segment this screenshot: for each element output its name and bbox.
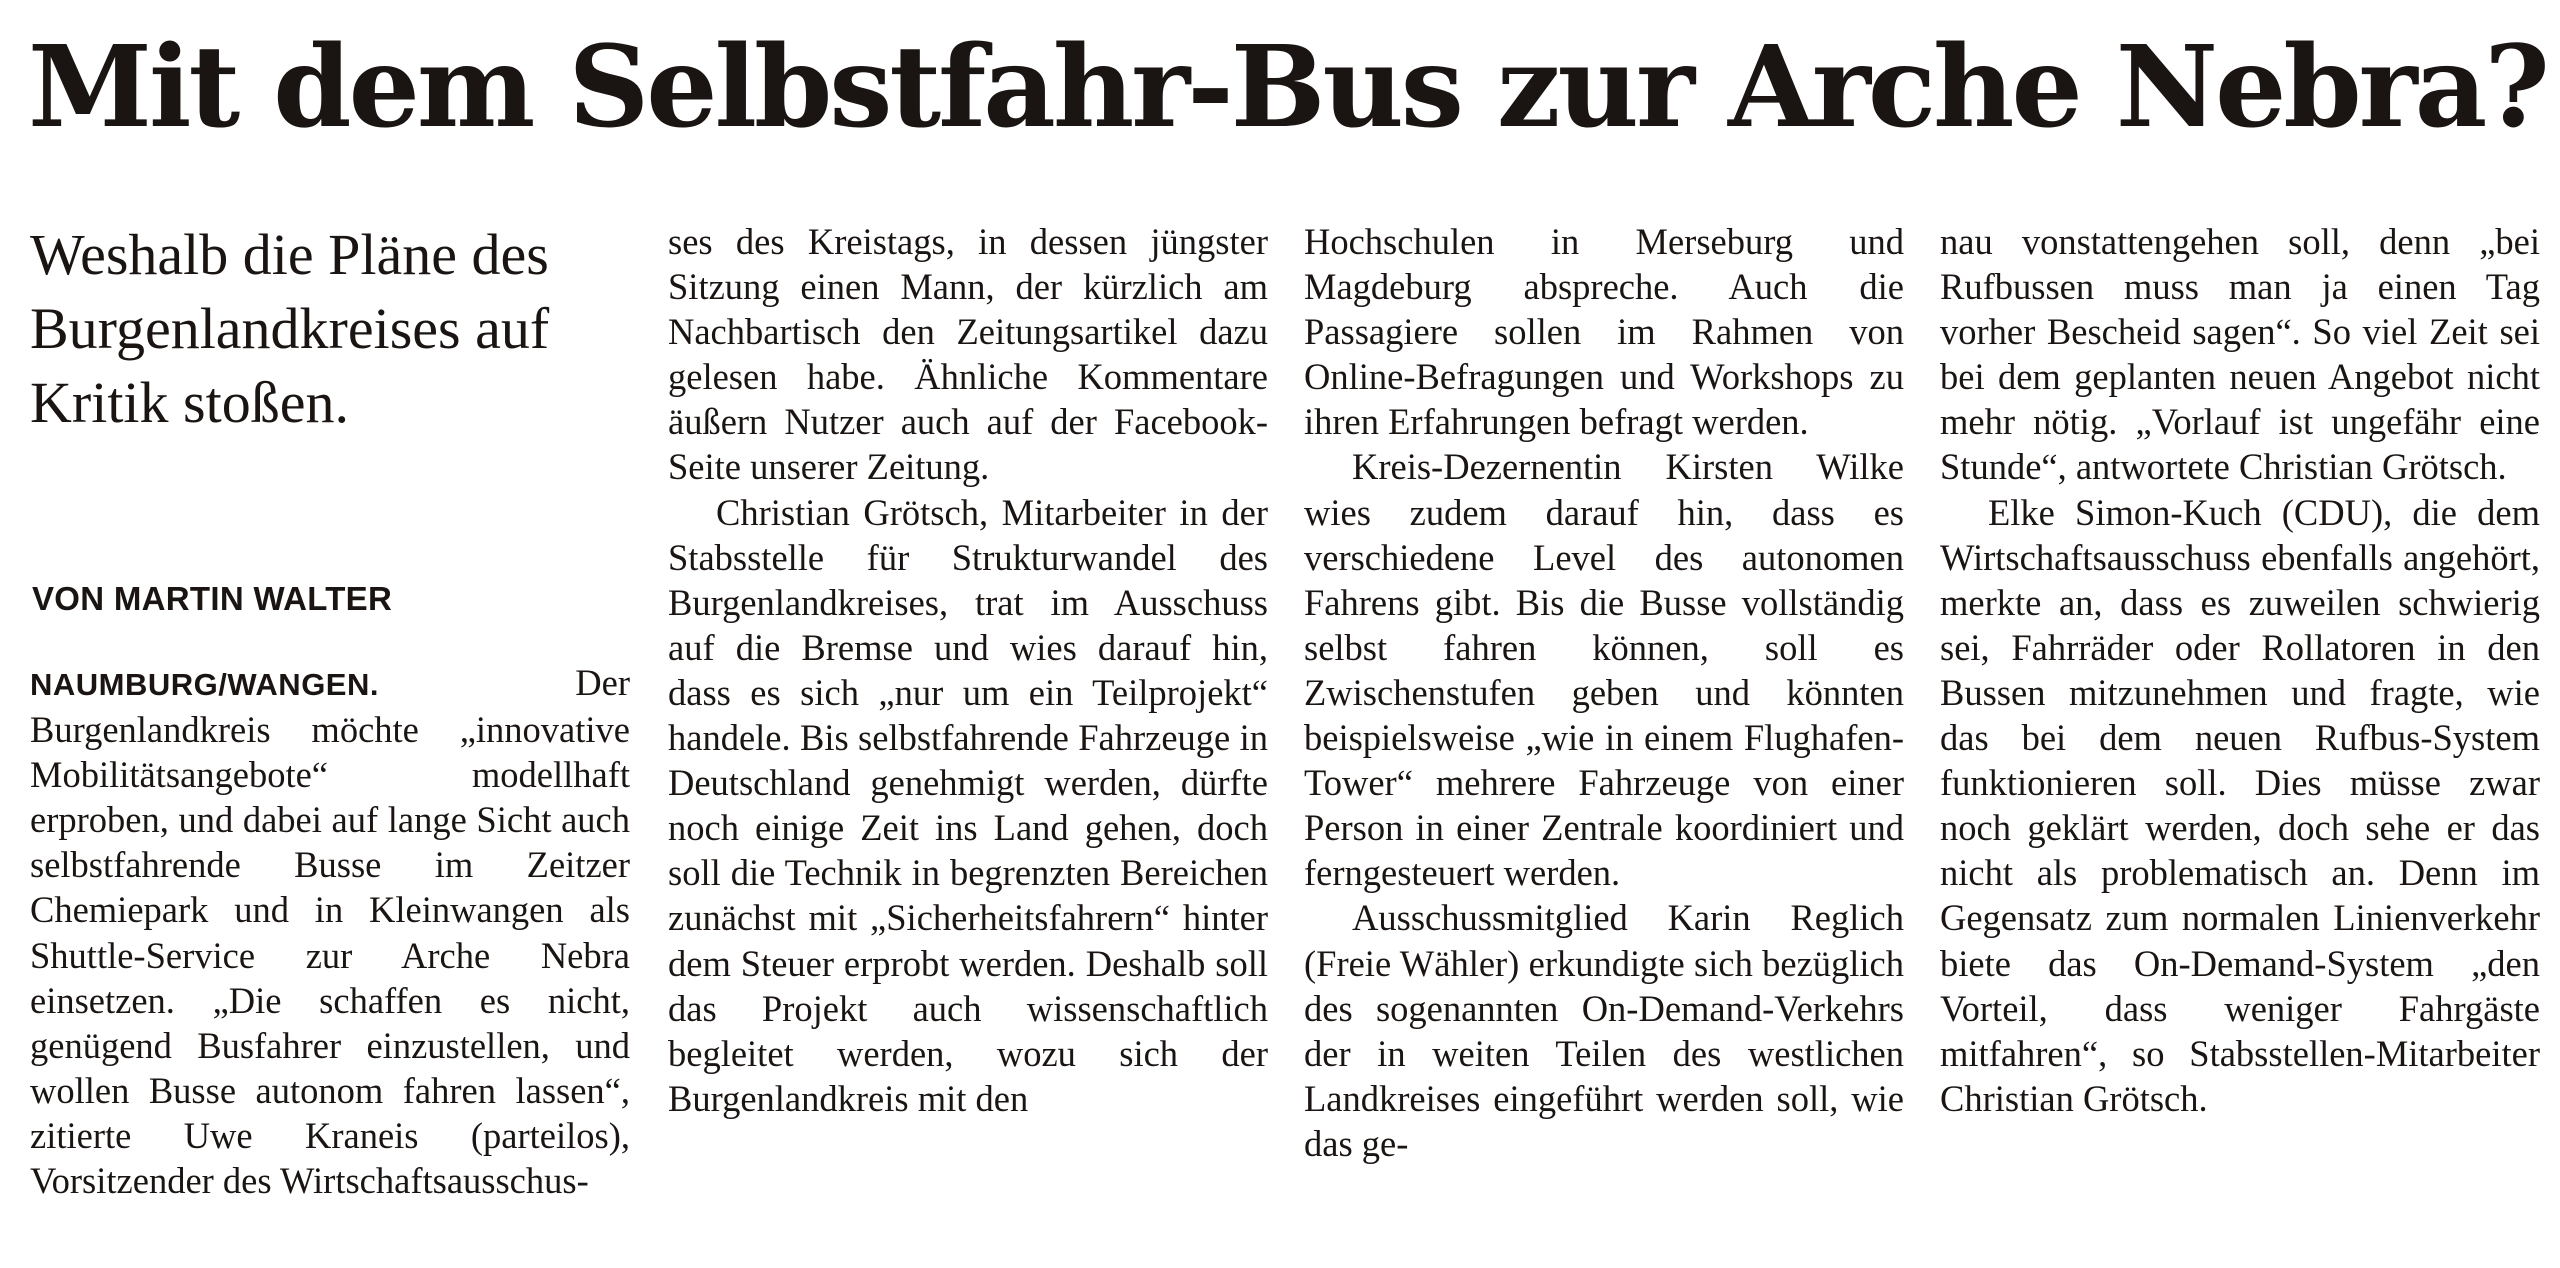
article-column-1 <box>30 660 630 1203</box>
article-column-3 <box>1304 219 1904 1166</box>
subheadline: Weshalb die Pläne des Burgenlandkreises auf Kritik stoßen. <box>30 222 550 435</box>
column-2-paragraph-1: ses des Kreistags, in dessen jüngster Sitzung einen Mann, der kürzlich am Nachbartisch den Zeitungsartikel dazu gelesen habe. Ähnliche Kommentare äußern Nutzer auch auf der Facebook-Seite unserer Zeitung. <box>668 221 1268 488</box>
column-4-paragraph-1: nau vonstattengehen soll, denn „bei Rufbussen muss man ja einen Tag vorher Bescheid sagen“. So viel Zeit sei bei dem geplanten neuen Angebot nicht mehr nötig. „Vorlauf ist ungefähr eine Stunde“, antwortete Christian Grötsch. <box>1940 221 2540 488</box>
column-3-paragraph-2: Kreis-Dezernentin Kirsten Wilke wies zudem darauf hin, dass es verschiedene Level des autonomen Fahrens gibt. Bis die Busse vollständig selbst fahren können, soll es Zwischenstufen geben und könnten beispielsweise „wie in einem Flughafen-Tower“ mehrere Fahrzeuge von einer Person in einer Zentrale koordiniert und ferngesteuert werden. <box>1304 446 1904 894</box>
article-column-2 <box>668 219 1268 1121</box>
column-3-paragraph-1: Hochschulen in Merseburg und Magdeburg abspreche. Auch die Passagiere sollen im Rahmen von Online-Befragungen und Workshops zu ihren Erfahrungen befragt werden. <box>1304 221 1904 443</box>
headline: Mit dem Selbstfahr-Bus zur Arche Nebra? <box>28 22 2547 153</box>
byline: VON MARTIN WALTER <box>32 580 393 617</box>
column-1-paragraph-1-text: Der Burgenlandkreis möchte „innovative Mobilitätsangebote“ modellhaft erproben, und dabei auf lange Sicht auch selbstfahrende Busse im Zeitzer Chemiepark und in Kleinwangen als Shuttle-Service zur Arche Nebra einsetzen. „Die schaffen es nicht, genügend Busfahrer einzustellen, und wollen Busse autonom fahren lassen“, zitierte Uwe Kraneis (parteilos), Vorsitzender des Wirtschaftsausschus- <box>30 662 630 1202</box>
column-3-paragraph-3: Ausschussmitglied Karin Reglich (Freie Wähler) erkundigte sich bezüglich des sogenannten On-Demand-Verkehrs der in weiten Teilen des westlichen Landkreises eingeführt werden soll, wie das ge- <box>1304 897 1904 1164</box>
article-column-4 <box>1940 219 2540 1121</box>
column-1-paragraph-1 <box>30 660 630 1203</box>
column-2-paragraph-2: Christian Grötsch, Mitarbeiter in der Stabsstelle für Strukturwandel des Burgenlandkreises, trat im Ausschuss auf die Bremse und wies darauf hin, dass es sich „nur um ein Teilprojekt“ handele. Bis selbstfahrende Fahrzeuge in Deutschland genehmigt werden, dürfte noch einige Zeit ins Land gehen, doch soll die Technik in begrenzten Bereichen zunächst mit „Sicherheitsfahrern“ hinter dem Steuer erprobt werden. Deshalb soll das Projekt auch wissenschaftlich begleitet werden, wozu sich der Burgenlandkreis mit den <box>668 491 1268 1119</box>
dateline: NAUMBURG/WANGEN. <box>30 667 379 702</box>
column-4-paragraph-2: Elke Simon-Kuch (CDU), die dem Wirtschaftsausschuss ebenfalls angehört, merkte an, dass es zuweilen schwierig sei, Fahrräder oder Rollatoren in den Bussen mitzunehmen und fragte, wie das bei dem neuen Rufbus-System funktionieren soll. Dies müsse zwar noch geklärt werden, doch sehe er das nicht als problematisch an. Denn im Gegensatz zum normalen Linienverkehr biete das On-Demand-System „den Vorteil, dass weniger Fahrgäste mitfahren“, so Stabsstellen-Mitarbeiter Christian Grötsch. <box>1940 491 2540 1119</box>
